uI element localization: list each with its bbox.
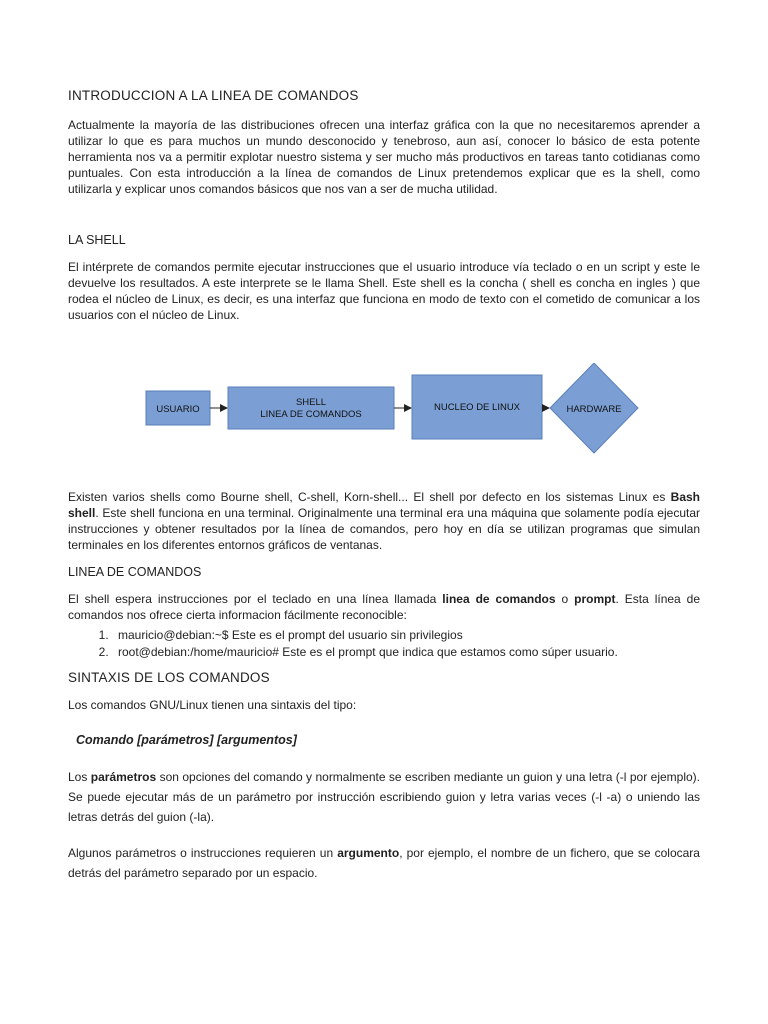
sintaxis-intro: Los comandos GNU/Linux tienen una sintaxis del tipo:	[68, 698, 357, 712]
shell-paragraph: El intérprete de comandos permite ejecutar instrucciones que el usuario introduce vía teclado o en un script y este le devuelve los resultados. A este interprete se le llama Shell. Este shell es la concha ( shell es concha en ingles ) que rodea el núcleo de Linux, es decir, es una interfaz que funciona en modo de texto con el cometido de comunicar a los usuarios con el núcleo de Linux.	[68, 260, 700, 322]
shells-text-2: . Este shell funciona en una terminal. Originalmente una terminal era una máquina que solamente podía ejecutar instrucciones y obtener resultados por la línea de comandos, pero hoy en día se utilizan programas que simulan terminales en los diferentes entornos gráficos de ventanas.	[68, 506, 700, 552]
linea-title: LINEA DE COMANDOS	[68, 565, 202, 579]
prompt-list	[68, 627, 700, 660]
intro-title: INTRODUCCION A LA LINEA DE COMANDOS	[68, 88, 359, 103]
shell-label-line1: SHELL	[295, 397, 327, 408]
linea-text-2: o	[555, 592, 575, 606]
linea-paragraph	[68, 591, 700, 623]
shells-text-1: Existen varios shells como Bourne shell, C-shell, Korn-shell... El shell por defecto en los sistemas Linux es	[68, 490, 671, 504]
syntax-line: Comando [parámetros] [argumentos]	[76, 733, 297, 747]
shells-bold-bash: Bash shell	[68, 490, 700, 520]
linea-text-3: . Esta línea de comandos nos ofrece cierta informacion fácilmente reconocible:	[68, 592, 701, 622]
argumento-bold: argumento	[337, 846, 400, 860]
shell-box	[228, 387, 394, 429]
linea-bold-1: linea de comandos	[442, 592, 556, 606]
shell-title: LA SHELL	[68, 233, 126, 247]
parametros-paragraph	[68, 767, 700, 827]
linea-bold-2: prompt	[574, 592, 616, 606]
linea-text-1: El shell espera instrucciones por el teclado en una línea llamada	[68, 592, 443, 606]
argumento-text-1: Algunos parámetros o instrucciones requieren un	[68, 846, 338, 860]
shell-label-line2: LINEA DE COMANDOS	[260, 409, 362, 420]
list-item: 1. mauricio@debian:~$ Este es el prompt del usuario sin privilegios	[112, 627, 700, 644]
diagram-svg	[68, 363, 700, 473]
shells-paragraph	[68, 489, 700, 553]
sintaxis-title: SINTAXIS DE LOS COMANDOS	[68, 670, 270, 685]
shell-diagram	[68, 363, 700, 473]
hardware-label: HARDWARE	[566, 404, 622, 415]
intro-paragraph: Actualmente la mayoría de las distribuciones ofrecen una interfaz gráfica con la que no necesitaremos aprender a utilizar lo que es para muchos un mundo desconocido y tenebroso, aun así, conocer lo básico de esta potente herramienta nos va a permitir explotar nuestro sistema y ser mucho más productivos en tareas tanto cotidianas como puntuales. Con esta introducción a la línea de comandos de Linux pretendemos explicar que es la shell, como utilizarla y explicar unos comandos básicos que nos van a ser de mucha utilidad.	[68, 118, 700, 196]
list-item: 2. root@debian:/home/mauricio# Este es el prompt que indica que estamos como súper usuario.	[112, 644, 700, 661]
document-content	[68, 88, 700, 883]
usuario-label: USUARIO	[156, 404, 200, 415]
argumento-paragraph	[68, 843, 700, 883]
argumento-text-2: , por ejemplo, el nombre de un fichero, que se colocara detrás del parámetro separado por un espacio.	[68, 846, 700, 880]
nucleo-label: NUCLEO DE LINUX	[433, 402, 521, 413]
parametros-text-2: son opciones del comando y normalmente se escriben mediante un guion y una letra (-l por ejemplo). Se puede ejecutar más de un parámetro por instrucción escribiendo guion y letra varias veces (-l -a) o uniendo las letras detrás del guion (-la).	[68, 770, 701, 824]
parametros-bold: parámetros	[90, 770, 157, 784]
parametros-text-1: Los	[68, 770, 91, 784]
